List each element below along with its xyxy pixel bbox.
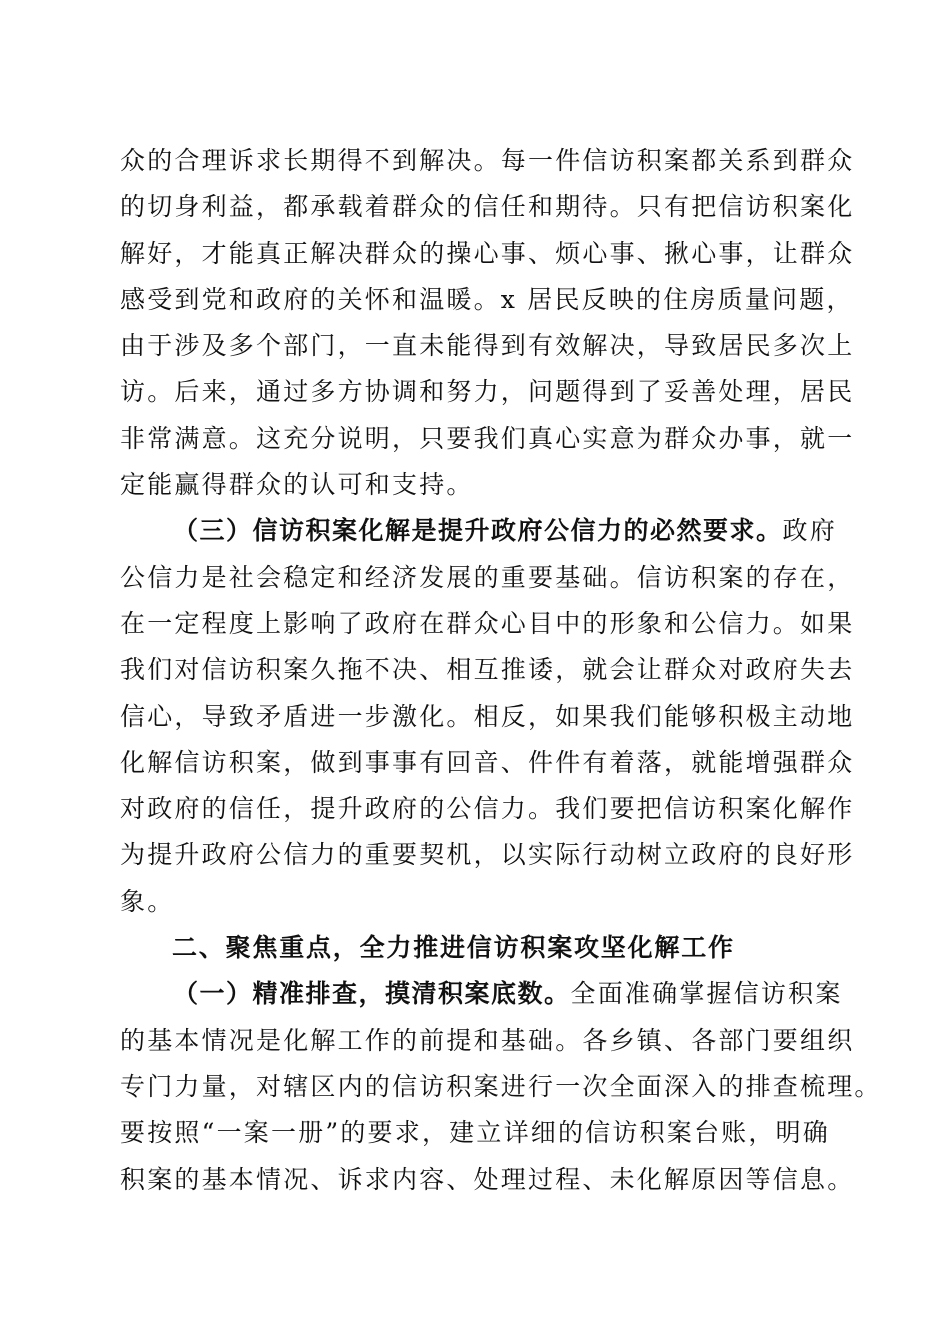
- paragraph-line: 在一定程度上影响了政府在群众心目中的形象和公信力。如果: [120, 608, 855, 638]
- paragraph-line: 由于涉及多个部门，一直未能得到有效解决，导致居民多次上: [120, 331, 855, 361]
- paragraph-line: 信心，导致矛盾进一步激化。相反，如果我们能够积极主动地: [120, 701, 855, 731]
- paragraph-line: 的基本情况是化解工作的前提和基础。各乡镇、各部门要组织: [120, 1025, 855, 1055]
- paragraph-first-line: [120, 971, 843, 1017]
- paragraph-line: 非常满意。这充分说明，只要我们真心实意为群众办事，就一: [120, 423, 855, 453]
- paragraph-line: 解好，才能真正解决群众的操心事、烦心事、揪心事，让群众: [120, 238, 855, 268]
- paragraph-text-run: 政府: [782, 516, 837, 546]
- paragraph-line: 象。: [120, 886, 175, 916]
- paragraph-line: 公信力是社会稳定和经济发展的重要基础。信访积案的存在，: [120, 562, 855, 592]
- paragraph-line: 众的合理诉求长期得不到解决。每一件信访积案都关系到群众: [120, 146, 855, 175]
- document-body: [120, 138, 882, 1203]
- paragraph-line: 对政府的信任，提升政府的公信力。我们要把信访积案化解作: [120, 794, 855, 824]
- paragraph-3: [120, 971, 882, 1202]
- paragraph-first-line: [120, 508, 835, 554]
- subheading-inline: （一）精准排查，摸清积案底数。: [173, 979, 571, 1009]
- paragraph-line: 我们对信访积案久拖不决、相互推诿，就会让群众对政府失去: [120, 655, 855, 685]
- paragraph-text-run: 全面准确掌握信访积案: [570, 979, 843, 1009]
- paragraph-2: [120, 508, 855, 925]
- paragraph-line: 定能赢得群众的认可和支持。: [120, 470, 474, 500]
- paragraph-line: 积案的基本情况、诉求内容、处理过程、未化解原因等信息。: [120, 1164, 855, 1194]
- subheading-inline: （三）信访积案化解是提升政府公信力的必然要求。: [173, 516, 783, 546]
- paragraph-line: 化解信访积案，做到事事有回音、件件有着落，就能增强群众: [120, 747, 855, 777]
- paragraph-line: 的切身利益，都承载着群众的信任和期待。只有把信访积案化: [120, 192, 855, 222]
- paragraph-line: 为提升政府公信力的重要契机，以实际行动树立政府的良好形: [120, 840, 855, 870]
- paragraph-1: [120, 138, 855, 508]
- paragraph-line: 感受到党和政府的关怀和温暖。x 居民反映的住房质量问题，: [120, 284, 854, 314]
- section-heading: 二、聚焦重点，全力推进信访积案攻坚化解工作: [172, 933, 735, 963]
- paragraph-line: 专门力量，对辖区内的信访积案进行一次全面深入的排查梳理。: [120, 1071, 882, 1101]
- paragraph-line: 要按照“一案一册”的要求，建立详细的信访积案台账，明确: [120, 1118, 830, 1148]
- paragraph-line: 访。后来，通过多方协调和努力，问题得到了妥善处理，居民: [120, 377, 855, 407]
